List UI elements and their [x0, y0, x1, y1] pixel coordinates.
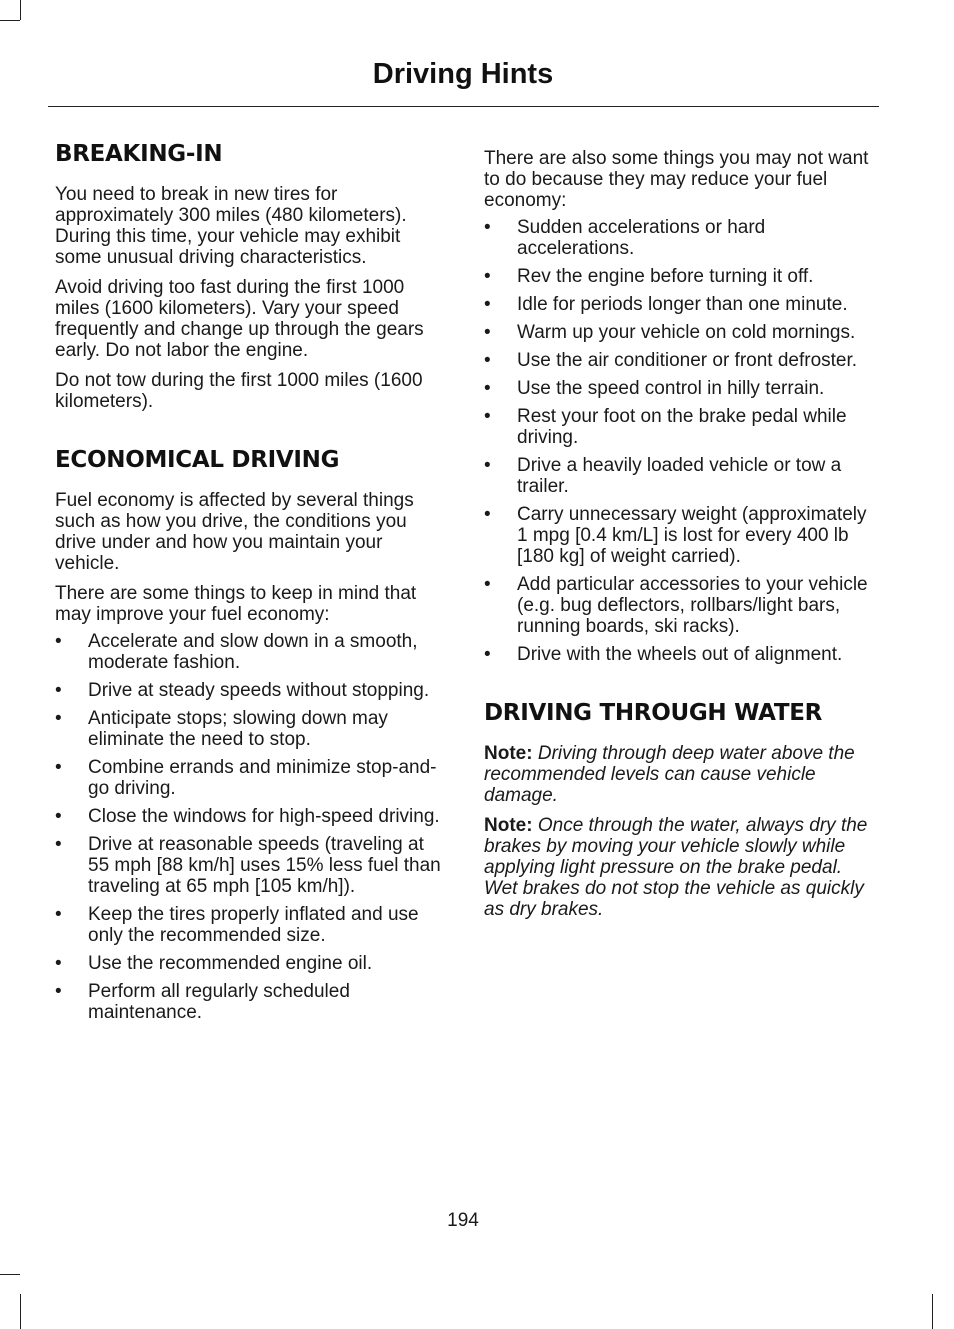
note-label: Note:	[484, 815, 533, 836]
bullet-icon: •	[55, 631, 62, 652]
bullet-icon: •	[484, 378, 491, 399]
driving-through-water-heading: DRIVING THROUGH WATER	[484, 700, 823, 726]
list-item: • Combine errands and minimize stop-and-go driving.	[55, 757, 437, 799]
page-title: Driving Hints	[372, 58, 554, 90]
note-label: Note:	[484, 743, 533, 764]
crop-mark-bottom-left-vertical	[20, 1294, 21, 1329]
list-item: • Rev the engine before turning it off.	[484, 266, 814, 287]
breaking-in-section	[55, 140, 445, 412]
breaking-in-paragraph: Do not tow during the first 1000 miles (1600 kilometers).	[55, 370, 423, 412]
list-item: • Close the windows for high-speed driving.	[55, 806, 440, 827]
bullet-icon: •	[55, 953, 62, 974]
list-item: • Use the speed control in hilly terrain.	[484, 378, 825, 399]
bullet-icon: •	[55, 708, 62, 729]
breaking-in-heading: BREAKING-IN	[55, 141, 223, 167]
list-item: • Add particular accessories to your vehicle (e.g. bug deflectors, rollbars/light bars, running boards, ski racks).	[484, 574, 868, 637]
bullet-icon: •	[484, 294, 491, 315]
economical-driving-heading: ECONOMICAL DRIVING	[55, 447, 340, 473]
bullet-icon: •	[55, 981, 62, 1002]
left-column	[55, 140, 445, 1030]
list-item: • Sudden accelerations or hard accelerations.	[484, 217, 766, 259]
crop-mark-bottom-left-horizontal	[0, 1274, 20, 1275]
crop-mark-top-left-vertical	[20, 0, 21, 20]
improve-intro: There are some things to keep in mind that may improve your fuel economy:	[55, 583, 417, 625]
bullet-icon: •	[484, 266, 491, 287]
list-item: • Drive a heavily loaded vehicle or tow a trailer.	[484, 455, 842, 497]
bullet-icon: •	[55, 680, 62, 701]
crop-mark-top-left-horizontal	[0, 20, 20, 21]
title-divider	[48, 106, 879, 107]
bullet-icon: •	[55, 757, 62, 778]
bullet-icon: •	[484, 350, 491, 371]
list-item: • Accelerate and slow down in a smooth, moderate fashion.	[55, 631, 418, 673]
crop-mark-bottom-right-vertical	[932, 1294, 933, 1329]
bullet-icon: •	[484, 574, 491, 595]
list-item: • Drive at reasonable speeds (traveling at 55 mph [88 km/h] uses 15% less fuel than traveling at 65 mph [105 km/h]).	[55, 834, 441, 897]
page-number: 194	[447, 1210, 479, 1231]
bullet-icon: •	[55, 904, 62, 925]
list-item: • Idle for periods longer than one minute.	[484, 294, 848, 315]
economical-driving-intro: Fuel economy is affected by several things such as how you drive, the conditions you drive under and how you maintain your vehicle.	[55, 490, 414, 574]
improve-list	[55, 631, 445, 1023]
list-item: • Use the air conditioner or front defroster.	[484, 350, 858, 371]
bullet-icon: •	[484, 322, 491, 343]
list-item: • Warm up your vehicle on cold mornings.	[484, 322, 856, 343]
list-item: • Drive at steady speeds without stopping.	[55, 680, 430, 701]
bullet-icon: •	[484, 217, 491, 238]
list-item: • Drive with the wheels out of alignment.	[484, 644, 843, 665]
bullet-icon: •	[484, 644, 491, 665]
note-text: Once through the water, always dry the brakes by moving your vehicle slowly while applying light pressure on the brake pedal. Wet brakes do not stop the vehicle as quickly as dry brakes.	[484, 815, 868, 920]
note-paragraph	[484, 815, 876, 920]
list-item: • Use the recommended engine oil.	[55, 953, 373, 974]
breaking-in-paragraph: You need to break in new tires for approximately 300 miles (480 kilometers). During this time, your vehicle may exhibit some unusual driving characteristics.	[55, 184, 407, 268]
list-item: • Rest your foot on the brake pedal while driving.	[484, 406, 847, 448]
bullet-icon: •	[55, 834, 62, 855]
bullet-icon: •	[55, 806, 62, 827]
list-item: • Keep the tires properly inflated and use only the recommended size.	[55, 904, 419, 946]
right-column	[484, 148, 876, 929]
list-item: • Carry unnecessary weight (approximately 1 mpg [0.4 km/L] is lost for every 400 lb [180 kg] of weight carried).	[484, 504, 867, 567]
reduce-list	[484, 217, 876, 665]
bullet-icon: •	[484, 406, 491, 427]
breaking-in-paragraph: Avoid driving too fast during the first 1000 miles (1600 kilometers). Vary your speed frequently and change up through the gears early. Do not labor the engine.	[55, 277, 424, 361]
note-text: Driving through deep water above the recommended levels can cause vehicle damage.	[484, 743, 855, 806]
reduce-intro: There are also some things you may not want to do because they may reduce your fuel economy:	[484, 148, 869, 211]
bullet-icon: •	[484, 504, 491, 525]
bullet-icon: •	[484, 455, 491, 476]
economical-driving-section	[55, 446, 445, 1023]
list-item: • Perform all regularly scheduled maintenance.	[55, 981, 350, 1023]
list-item: • Anticipate stops; slowing down may eliminate the need to stop.	[55, 708, 388, 750]
driving-through-water-section	[484, 699, 876, 920]
note-paragraph	[484, 743, 876, 806]
